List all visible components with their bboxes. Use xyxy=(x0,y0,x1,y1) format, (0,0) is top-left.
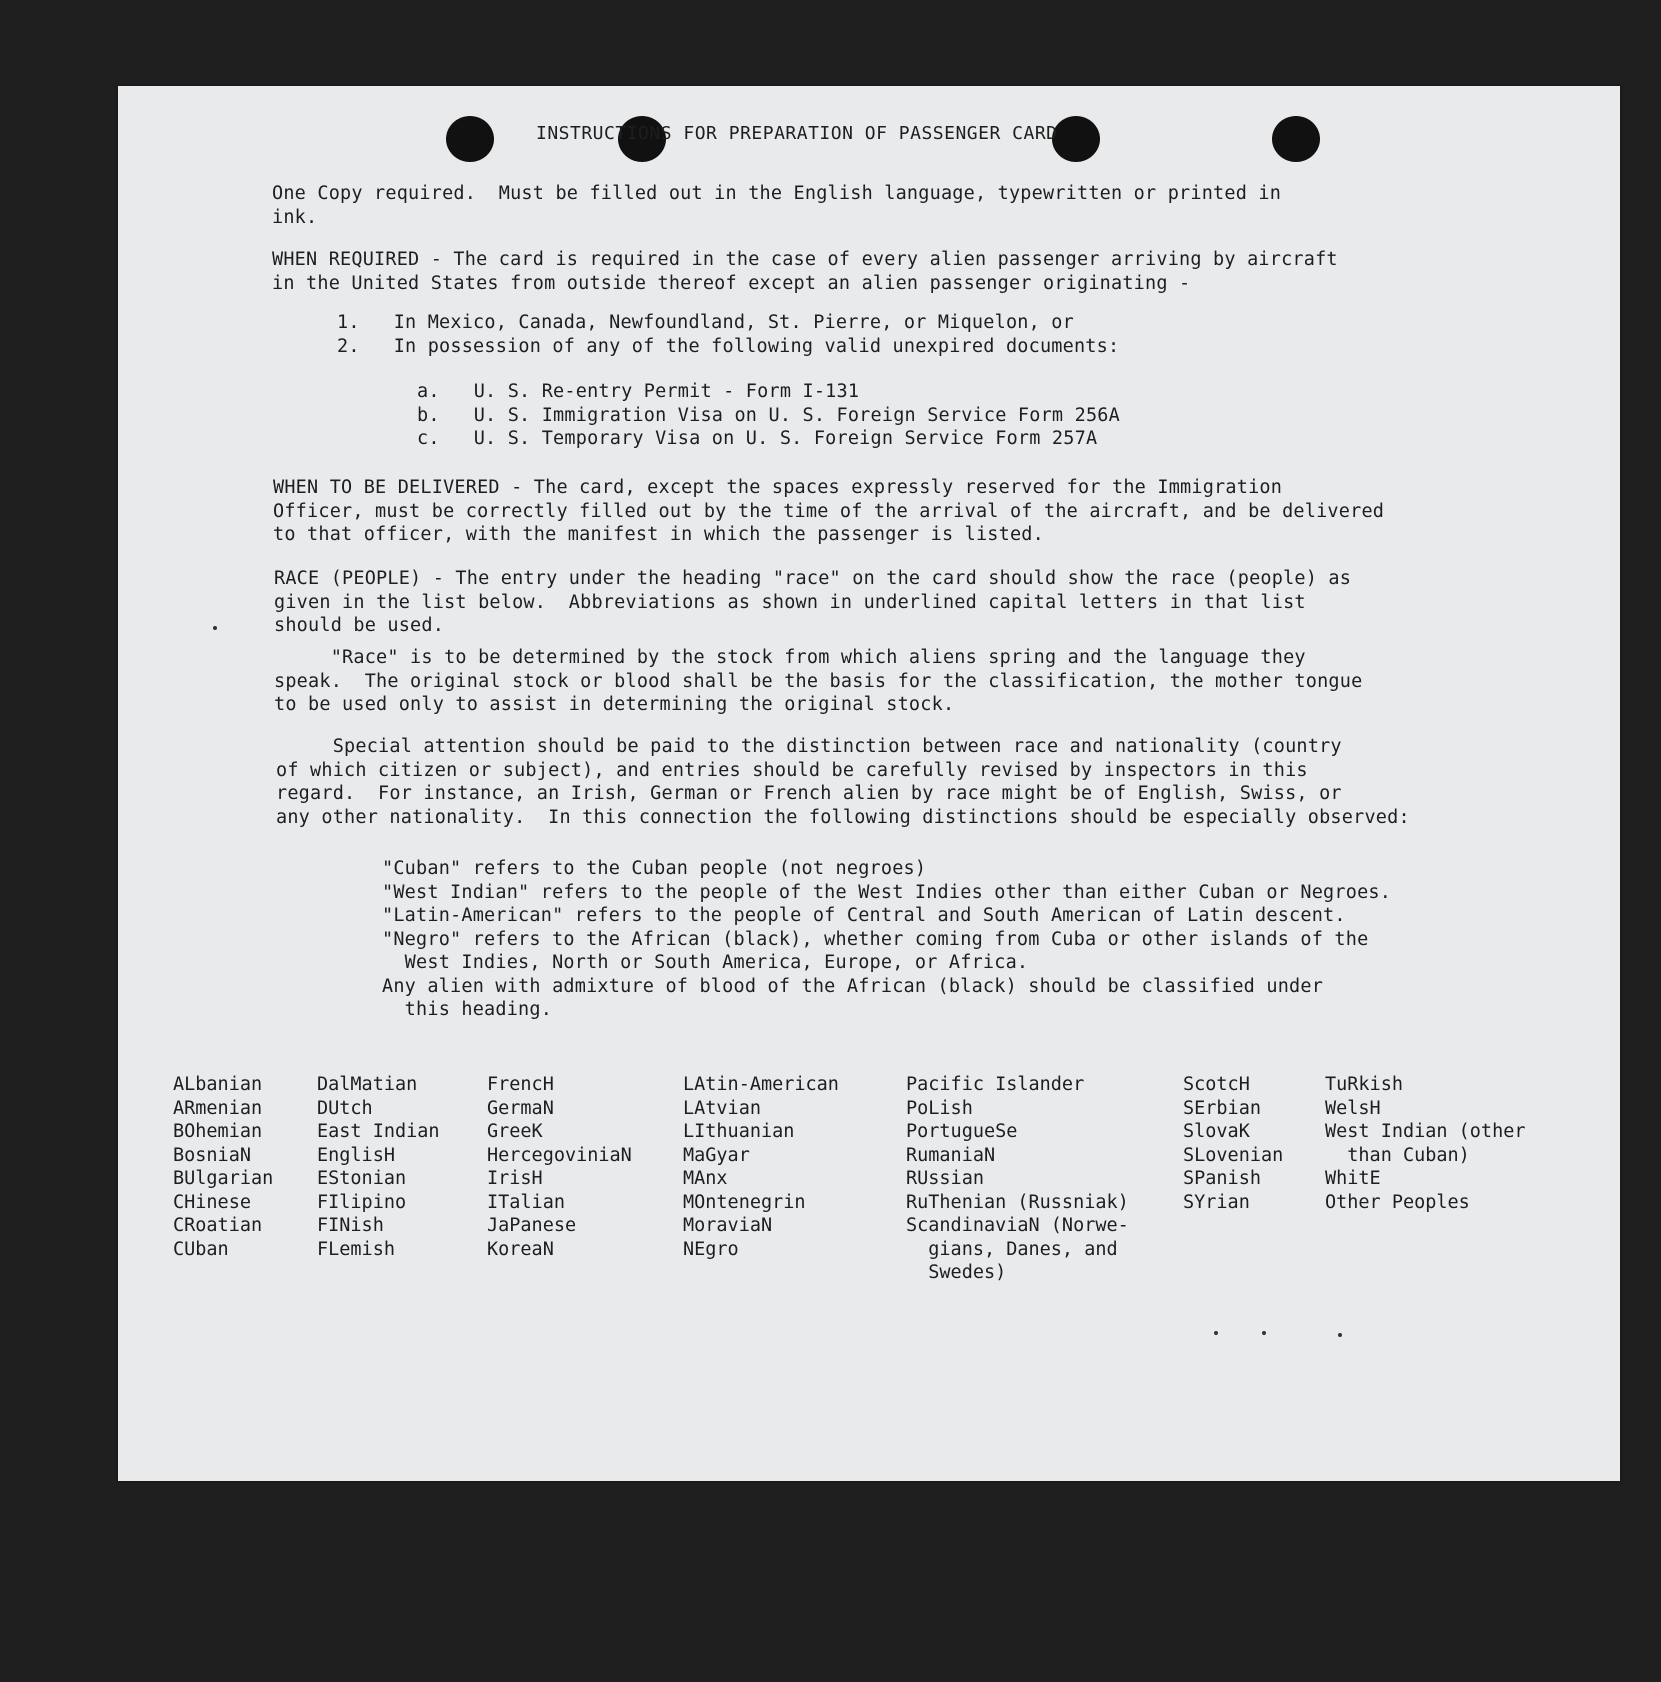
race-item: CUban xyxy=(173,1238,229,1260)
race-item: ScandinaviaN (Norwe- xyxy=(906,1215,1129,1236)
distinctions-list: "Cuban" refers to the Cuban people (not negroes) "West Indian" refers to the people of the West Indies other than either Cuban or Negroes. "Latin-American" refers to the people of Central and South American of Latin descent. "Negro" refers to the African (black), whether coming from Cuba or other islands of the West Indies, North or South America, Europe, or Africa. Any alien with admixture of blood of the African (black) should be classified under this heading. xyxy=(382,858,1392,1020)
race-item: DUtch xyxy=(317,1097,373,1119)
race-item: LAtvian xyxy=(683,1097,761,1119)
race-item: PortugueSe xyxy=(906,1121,1018,1142)
race-item: Pacific Islander xyxy=(906,1074,1085,1095)
race-column-1 xyxy=(173,1073,273,1261)
race-item: WelsH xyxy=(1325,1097,1381,1119)
race-item: gians, Danes, and xyxy=(906,1238,1118,1260)
race-item: MaGyar xyxy=(683,1144,750,1166)
race-item: DalMatian xyxy=(317,1074,418,1095)
origin-list: 1. In Mexico, Canada, Newfoundland, St. Pierre, or Miquelon, or 2. In possession of any of the following valid unexpired documents: xyxy=(337,312,1120,357)
page-title: INSTRUCTIONS FOR PREPARATION OF PASSENGER CARD xyxy=(536,123,1058,144)
race-determined-paragraph: "Race" is to be determined by the stock from which aliens spring and the language they speak. The original stock or blood shall be the basis for the classification, the mother tongue to be used only to assist in determining the original stock. xyxy=(274,647,1363,715)
race-item: BosniaN xyxy=(173,1144,251,1166)
race-item: Swedes) xyxy=(906,1262,1007,1283)
race-item: TuRkish xyxy=(1325,1074,1403,1095)
race-item: PoLish xyxy=(906,1097,973,1119)
race-item: CHinese xyxy=(173,1191,251,1213)
race-item: ARmenian xyxy=(173,1097,263,1119)
race-item: WhitE xyxy=(1325,1168,1381,1189)
race-item: FINish xyxy=(317,1215,384,1236)
race-column-2 xyxy=(317,1073,440,1261)
race-item: SErbian xyxy=(1183,1097,1261,1119)
race-item: RUssian xyxy=(906,1168,984,1189)
race-item: BUlgarian xyxy=(173,1168,274,1189)
race-item: CRoatian xyxy=(173,1215,263,1236)
race-item: NEgro xyxy=(683,1238,739,1260)
race-item: MoraviaN xyxy=(683,1215,773,1236)
race-item: LIthuanian xyxy=(683,1121,795,1142)
race-item: JaPanese xyxy=(487,1215,577,1236)
race-item: SPanish xyxy=(1183,1168,1261,1189)
race-item: SLovenian xyxy=(1183,1144,1284,1166)
race-item: FLemish xyxy=(317,1238,395,1260)
when-delivered-paragraph: WHEN TO BE DELIVERED - The card, except the spaces expressly reserved for the Immigration Officer, must be correctly filled out by the time of the arrival of the aircraft, and be delivered to that officer, with the manifest in which the passenger is listed. xyxy=(273,477,1385,545)
race-item: RuThenian (Russniak) xyxy=(906,1191,1129,1213)
race-item: LAtin-American xyxy=(683,1074,839,1095)
race-item: IrisH xyxy=(487,1168,543,1189)
race-item: than Cuban) xyxy=(1325,1144,1470,1166)
race-column-7 xyxy=(1325,1073,1525,1214)
race-item: ALbanian xyxy=(173,1074,263,1095)
race-item: West Indian (other xyxy=(1325,1121,1526,1142)
punch-hole-right xyxy=(1272,116,1320,162)
race-people-paragraph: RACE (PEOPLE) - The entry under the heading "race" on the card should show the race (people) as given in the list below. Abbreviations as shown in underlined capital letters in that list should be used. xyxy=(274,568,1352,636)
speck xyxy=(1262,1331,1266,1335)
race-item: KoreaN xyxy=(487,1238,554,1260)
speck xyxy=(1338,1333,1342,1337)
race-item: East Indian xyxy=(317,1121,440,1142)
documents-list: a. U. S. Re-entry Permit - Form I-131 b. U. S. Immigration Visa on U. S. Foreign Service Form 256A c. U. S. Temporary Visa on U. S. Foreign Service Form 257A xyxy=(417,381,1120,449)
special-attention-paragraph: Special attention should be paid to the distinction between race and nationality (country of which citizen or subject), and entries should be carefully revised by inspectors in this regard. For instance, an Irish, German or French alien by race might be of English, Swiss, or any other nationality. In this connection the following distinctions should be especially observed: xyxy=(276,736,1410,828)
race-column-6 xyxy=(1183,1073,1283,1214)
race-item: HercegoviniaN xyxy=(487,1144,632,1166)
race-item: GermaN xyxy=(487,1097,554,1119)
speck xyxy=(1214,1331,1218,1335)
race-item: Other Peoples xyxy=(1325,1191,1470,1213)
race-column-3 xyxy=(487,1073,632,1261)
race-item: MAnx xyxy=(683,1168,728,1189)
race-item: FIlipino xyxy=(317,1191,407,1213)
race-item: ITalian xyxy=(487,1191,565,1213)
punch-hole-left xyxy=(446,116,494,162)
race-item: MOntenegrin xyxy=(683,1191,806,1213)
race-item: FrencH xyxy=(487,1074,554,1095)
race-column-5 xyxy=(906,1073,1129,1285)
punch-hole-center-right xyxy=(1052,116,1100,162)
race-item: EStonian xyxy=(317,1168,407,1189)
race-item: RumaniaN xyxy=(906,1144,996,1166)
race-item: EnglisH xyxy=(317,1144,395,1166)
race-item: SlovaK xyxy=(1183,1121,1250,1142)
when-required-paragraph: WHEN REQUIRED - The card is required in the case of every alien passenger arriving by aircraft in the United States from outside thereof except an alien passenger originating - xyxy=(272,249,1338,294)
speck xyxy=(213,626,217,630)
race-column-4 xyxy=(683,1073,839,1261)
race-item: BOhemian xyxy=(173,1121,263,1142)
intro-paragraph: One Copy required. Must be filled out in the English language, typewritten or printed in ink. xyxy=(272,183,1282,228)
race-item: ScotcH xyxy=(1183,1074,1250,1095)
race-item: SYrian xyxy=(1183,1191,1250,1213)
race-item: GreeK xyxy=(487,1121,543,1142)
